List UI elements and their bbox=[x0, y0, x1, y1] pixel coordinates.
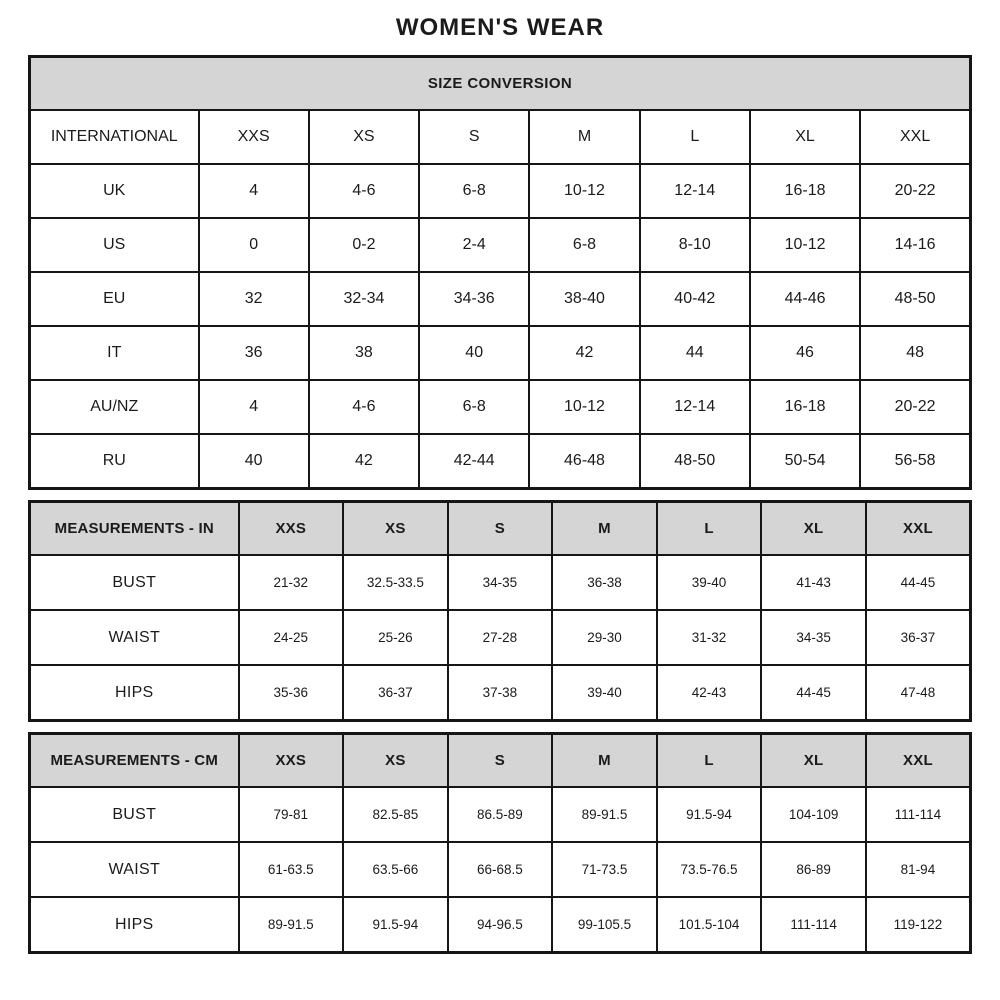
measurement-cell: 91.5-94 bbox=[343, 897, 448, 953]
row-label: BUST bbox=[30, 787, 239, 842]
size-cell: 12-14 bbox=[640, 164, 750, 218]
table-caption-row bbox=[30, 57, 971, 111]
measurement-cell: 47-48 bbox=[866, 665, 971, 721]
size-cell: 16-18 bbox=[750, 380, 860, 434]
measurement-cell: 32.5-33.5 bbox=[343, 555, 448, 610]
measurement-cell: 61-63.5 bbox=[239, 842, 344, 897]
size-header: S bbox=[448, 734, 553, 788]
size-conversion-caption: SIZE CONVERSION bbox=[30, 57, 971, 111]
size-cell: 20-22 bbox=[860, 164, 970, 218]
size-cell: 50-54 bbox=[750, 434, 860, 489]
size-header: L bbox=[657, 502, 762, 556]
size-cell: 38 bbox=[309, 326, 419, 380]
size-cell: 10-12 bbox=[529, 164, 639, 218]
measurement-cell: 79-81 bbox=[239, 787, 344, 842]
size-cell: 20-22 bbox=[860, 380, 970, 434]
size-header: XXL bbox=[866, 502, 971, 556]
size-cell: 46-48 bbox=[529, 434, 639, 489]
table-row bbox=[30, 380, 971, 434]
table-row bbox=[30, 164, 971, 218]
measurement-cell: 25-26 bbox=[343, 610, 448, 665]
table-row bbox=[30, 842, 971, 897]
row-label: WAIST bbox=[30, 610, 239, 665]
measurement-cell: 99-105.5 bbox=[552, 897, 657, 953]
row-label: EU bbox=[30, 272, 199, 326]
measurement-cell: 21-32 bbox=[239, 555, 344, 610]
measurement-cell: 94-96.5 bbox=[448, 897, 553, 953]
size-cell: 48-50 bbox=[640, 434, 750, 489]
size-cell: L bbox=[640, 110, 750, 164]
size-cell: 48-50 bbox=[860, 272, 970, 326]
table-row bbox=[30, 218, 971, 272]
measurement-cell: 42-43 bbox=[657, 665, 762, 721]
measurement-cell: 37-38 bbox=[448, 665, 553, 721]
size-cell: 40 bbox=[419, 326, 529, 380]
measurement-cell: 119-122 bbox=[866, 897, 971, 953]
row-label: HIPS bbox=[30, 897, 239, 953]
size-cell: 4-6 bbox=[309, 380, 419, 434]
row-label: IT bbox=[30, 326, 199, 380]
size-cell: 48 bbox=[860, 326, 970, 380]
size-cell: 6-8 bbox=[419, 380, 529, 434]
size-cell: 34-36 bbox=[419, 272, 529, 326]
measurement-cell: 31-32 bbox=[657, 610, 762, 665]
measurement-cell: 73.5-76.5 bbox=[657, 842, 762, 897]
size-conversion-table bbox=[28, 55, 972, 490]
measurement-cell: 34-35 bbox=[761, 610, 866, 665]
size-header: XXS bbox=[239, 734, 344, 788]
measurement-cell: 86.5-89 bbox=[448, 787, 553, 842]
measurement-cell: 39-40 bbox=[657, 555, 762, 610]
measurements-in-table bbox=[28, 500, 972, 722]
size-header: M bbox=[552, 502, 657, 556]
measurement-cell: 81-94 bbox=[866, 842, 971, 897]
size-cell: 44 bbox=[640, 326, 750, 380]
measurement-cell: 29-30 bbox=[552, 610, 657, 665]
measurement-cell: 35-36 bbox=[239, 665, 344, 721]
size-cell: 4 bbox=[199, 380, 309, 434]
size-cell: 6-8 bbox=[529, 218, 639, 272]
row-label: BUST bbox=[30, 555, 239, 610]
row-label: HIPS bbox=[30, 665, 239, 721]
measurement-cell: 44-45 bbox=[761, 665, 866, 721]
size-header: XL bbox=[761, 502, 866, 556]
size-header: XS bbox=[343, 734, 448, 788]
measurement-cell: 111-114 bbox=[761, 897, 866, 953]
row-label: INTERNATIONAL bbox=[30, 110, 199, 164]
measurement-cell: 101.5-104 bbox=[657, 897, 762, 953]
row-label: RU bbox=[30, 434, 199, 489]
table-row bbox=[30, 787, 971, 842]
size-cell: 44-46 bbox=[750, 272, 860, 326]
size-cell: 10-12 bbox=[529, 380, 639, 434]
size-cell: XXS bbox=[199, 110, 309, 164]
measurement-cell: 89-91.5 bbox=[239, 897, 344, 953]
size-cell: 0-2 bbox=[309, 218, 419, 272]
size-cell: S bbox=[419, 110, 529, 164]
size-cell: 56-58 bbox=[860, 434, 970, 489]
measurements-cm-header: MEASUREMENTS - CM bbox=[30, 734, 239, 788]
table-header-row bbox=[30, 502, 971, 556]
size-cell: 10-12 bbox=[750, 218, 860, 272]
size-cell: 38-40 bbox=[529, 272, 639, 326]
size-header: M bbox=[552, 734, 657, 788]
size-header: XXS bbox=[239, 502, 344, 556]
measurement-cell: 82.5-85 bbox=[343, 787, 448, 842]
table-row bbox=[30, 665, 971, 721]
table-row bbox=[30, 110, 971, 164]
table-row bbox=[30, 434, 971, 489]
size-cell: 14-16 bbox=[860, 218, 970, 272]
measurement-cell: 86-89 bbox=[761, 842, 866, 897]
table-row bbox=[30, 897, 971, 953]
size-cell: 36 bbox=[199, 326, 309, 380]
measurement-cell: 39-40 bbox=[552, 665, 657, 721]
measurement-cell: 44-45 bbox=[866, 555, 971, 610]
table-row bbox=[30, 610, 971, 665]
row-label: WAIST bbox=[30, 842, 239, 897]
table-row bbox=[30, 326, 971, 380]
measurement-cell: 24-25 bbox=[239, 610, 344, 665]
measurements-in-header: MEASUREMENTS - IN bbox=[30, 502, 239, 556]
size-cell: XL bbox=[750, 110, 860, 164]
table-row bbox=[30, 555, 971, 610]
size-cell: 4-6 bbox=[309, 164, 419, 218]
row-label: AU/NZ bbox=[30, 380, 199, 434]
measurement-cell: 34-35 bbox=[448, 555, 553, 610]
size-cell: 8-10 bbox=[640, 218, 750, 272]
row-label: UK bbox=[30, 164, 199, 218]
measurements-cm-table bbox=[28, 732, 972, 954]
size-cell: M bbox=[529, 110, 639, 164]
row-label: US bbox=[30, 218, 199, 272]
measurement-cell: 63.5-66 bbox=[343, 842, 448, 897]
table-row bbox=[30, 272, 971, 326]
size-header: XXL bbox=[866, 734, 971, 788]
size-header: S bbox=[448, 502, 553, 556]
size-cell: 4 bbox=[199, 164, 309, 218]
size-header: L bbox=[657, 734, 762, 788]
size-cell: XS bbox=[309, 110, 419, 164]
size-cell: 32-34 bbox=[309, 272, 419, 326]
measurement-cell: 111-114 bbox=[866, 787, 971, 842]
measurement-cell: 36-37 bbox=[866, 610, 971, 665]
size-cell: 16-18 bbox=[750, 164, 860, 218]
measurement-cell: 66-68.5 bbox=[448, 842, 553, 897]
size-cell: 6-8 bbox=[419, 164, 529, 218]
measurement-cell: 41-43 bbox=[761, 555, 866, 610]
measurement-cell: 91.5-94 bbox=[657, 787, 762, 842]
page bbox=[28, 0, 972, 954]
measurement-cell: 89-91.5 bbox=[552, 787, 657, 842]
size-cell: 40 bbox=[199, 434, 309, 489]
size-cell: 46 bbox=[750, 326, 860, 380]
measurement-cell: 71-73.5 bbox=[552, 842, 657, 897]
size-cell: 42 bbox=[309, 434, 419, 489]
page-title: WOMEN'S WEAR bbox=[395, 14, 605, 41]
size-cell: 12-14 bbox=[640, 380, 750, 434]
size-cell: 0 bbox=[199, 218, 309, 272]
measurement-cell: 36-37 bbox=[343, 665, 448, 721]
table-header-row bbox=[30, 734, 971, 788]
size-cell: 2-4 bbox=[419, 218, 529, 272]
size-header: XL bbox=[761, 734, 866, 788]
size-cell: 32 bbox=[199, 272, 309, 326]
size-cell: 40-42 bbox=[640, 272, 750, 326]
measurement-cell: 36-38 bbox=[552, 555, 657, 610]
measurement-cell: 27-28 bbox=[448, 610, 553, 665]
size-cell: 42-44 bbox=[419, 434, 529, 489]
size-cell: 42 bbox=[529, 326, 639, 380]
size-header: XS bbox=[343, 502, 448, 556]
size-cell: XXL bbox=[860, 110, 970, 164]
measurement-cell: 104-109 bbox=[761, 787, 866, 842]
